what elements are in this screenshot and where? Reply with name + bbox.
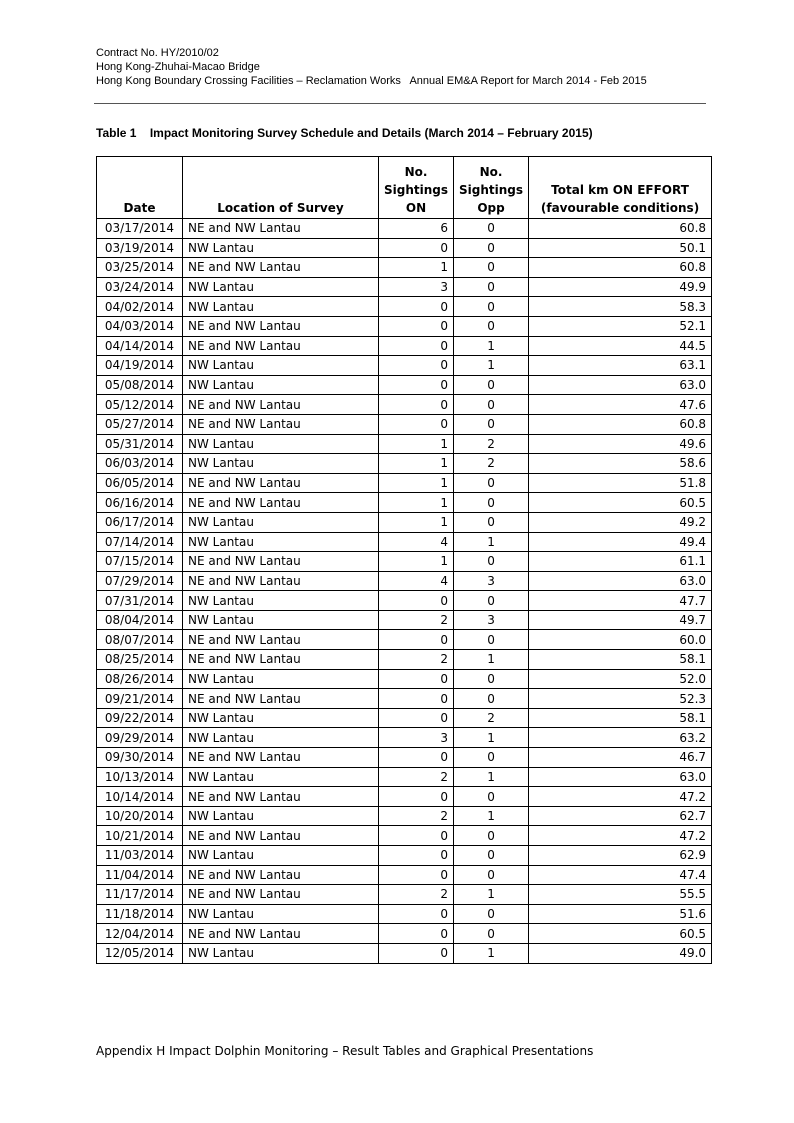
cell-location: NE and NW Lantau xyxy=(183,316,379,336)
report-title: Hong Kong Boundary Crossing Facilities – Reclamation Works Annual EM&A Report for March 2014 - Feb 2015 xyxy=(96,75,647,87)
cell-date: 07/15/2014 xyxy=(97,552,183,572)
cell-total-km: 60.0 xyxy=(529,630,712,650)
cell-sightings-opp: 1 xyxy=(454,943,529,963)
table-row xyxy=(97,846,712,866)
cell-location: NE and NW Lantau xyxy=(183,336,379,356)
table-caption xyxy=(96,126,593,140)
cell-total-km: 52.1 xyxy=(529,316,712,336)
cell-location: NW Lantau xyxy=(183,434,379,454)
table-row xyxy=(97,806,712,826)
cell-location: NW Lantau xyxy=(183,846,379,866)
table-row xyxy=(97,238,712,258)
cell-date: 06/03/2014 xyxy=(97,454,183,474)
cell-total-km: 46.7 xyxy=(529,748,712,768)
cell-date: 10/20/2014 xyxy=(97,806,183,826)
cell-date: 06/17/2014 xyxy=(97,512,183,532)
table-title: Impact Monitoring Survey Schedule and Details (March 2014 – February 2015) xyxy=(149,126,593,140)
cell-sightings-on: 0 xyxy=(379,395,454,415)
cell-sightings-opp: 0 xyxy=(454,846,529,866)
cell-total-km: 49.2 xyxy=(529,512,712,532)
cell-total-km: 60.8 xyxy=(529,414,712,434)
cell-sightings-opp: 1 xyxy=(454,532,529,552)
header-sightings-opp: No. Sightings Opp xyxy=(454,157,529,219)
cell-sightings-on: 1 xyxy=(379,258,454,278)
table-row xyxy=(97,826,712,846)
table-row xyxy=(97,356,712,376)
cell-sightings-opp: 1 xyxy=(454,336,529,356)
cell-total-km: 47.6 xyxy=(529,395,712,415)
cell-location: NW Lantau xyxy=(183,904,379,924)
table-header-row xyxy=(97,157,712,219)
cell-location: NE and NW Lantau xyxy=(183,650,379,670)
cell-sightings-opp: 1 xyxy=(454,885,529,905)
cell-location: NW Lantau xyxy=(183,806,379,826)
contract-number: Contract No. HY/2010/02 xyxy=(96,47,219,59)
cell-location: NW Lantau xyxy=(183,277,379,297)
cell-date: 08/25/2014 xyxy=(97,650,183,670)
cell-date: 11/18/2014 xyxy=(97,904,183,924)
cell-date: 08/04/2014 xyxy=(97,610,183,630)
cell-sightings-opp: 2 xyxy=(454,434,529,454)
cell-location: NE and NW Lantau xyxy=(183,630,379,650)
cell-date: 07/31/2014 xyxy=(97,591,183,611)
cell-date: 12/04/2014 xyxy=(97,924,183,944)
cell-sightings-on: 1 xyxy=(379,434,454,454)
cell-location: NW Lantau xyxy=(183,943,379,963)
cell-sightings-opp: 1 xyxy=(454,767,529,787)
cell-sightings-opp: 1 xyxy=(454,806,529,826)
cell-sightings-on: 1 xyxy=(379,512,454,532)
cell-sightings-opp: 0 xyxy=(454,473,529,493)
cell-total-km: 61.1 xyxy=(529,552,712,572)
cell-total-km: 58.3 xyxy=(529,297,712,317)
page-footer: Appendix H Impact Dolphin Monitoring – Result Tables and Graphical Presentations xyxy=(96,1044,594,1058)
table-row xyxy=(97,552,712,572)
cell-sightings-on: 0 xyxy=(379,689,454,709)
cell-total-km: 52.0 xyxy=(529,669,712,689)
cell-sightings-on: 4 xyxy=(379,571,454,591)
cell-sightings-on: 0 xyxy=(379,787,454,807)
cell-location: NW Lantau xyxy=(183,610,379,630)
cell-date: 11/03/2014 xyxy=(97,846,183,866)
cell-sightings-on: 0 xyxy=(379,708,454,728)
cell-sightings-on: 1 xyxy=(379,493,454,513)
cell-location: NE and NW Lantau xyxy=(183,493,379,513)
cell-date: 04/19/2014 xyxy=(97,356,183,376)
cell-total-km: 63.1 xyxy=(529,356,712,376)
cell-sightings-on: 0 xyxy=(379,238,454,258)
cell-date: 05/12/2014 xyxy=(97,395,183,415)
cell-sightings-on: 2 xyxy=(379,767,454,787)
cell-location: NE and NW Lantau xyxy=(183,258,379,278)
cell-location: NE and NW Lantau xyxy=(183,219,379,239)
cell-sightings-on: 4 xyxy=(379,532,454,552)
table-row xyxy=(97,591,712,611)
cell-sightings-on: 0 xyxy=(379,748,454,768)
cell-sightings-opp: 3 xyxy=(454,571,529,591)
survey-table xyxy=(96,156,712,964)
cell-sightings-opp: 0 xyxy=(454,238,529,258)
cell-total-km: 50.1 xyxy=(529,238,712,258)
table-row xyxy=(97,748,712,768)
cell-location: NE and NW Lantau xyxy=(183,571,379,591)
table-number: Table 1 xyxy=(96,126,137,140)
cell-sightings-on: 0 xyxy=(379,904,454,924)
cell-location: NW Lantau xyxy=(183,708,379,728)
cell-sightings-opp: 0 xyxy=(454,316,529,336)
cell-sightings-opp: 0 xyxy=(454,669,529,689)
cell-sightings-opp: 0 xyxy=(454,689,529,709)
table-row xyxy=(97,610,712,630)
cell-total-km: 60.5 xyxy=(529,493,712,513)
cell-sightings-opp: 1 xyxy=(454,650,529,670)
table-row xyxy=(97,434,712,454)
cell-location: NE and NW Lantau xyxy=(183,748,379,768)
table-row xyxy=(97,395,712,415)
cell-location: NW Lantau xyxy=(183,767,379,787)
cell-total-km: 62.9 xyxy=(529,846,712,866)
cell-sightings-on: 0 xyxy=(379,336,454,356)
cell-sightings-on: 0 xyxy=(379,356,454,376)
table-row xyxy=(97,532,712,552)
cell-sightings-opp: 1 xyxy=(454,356,529,376)
cell-location: NW Lantau xyxy=(183,512,379,532)
cell-sightings-on: 0 xyxy=(379,414,454,434)
cell-total-km: 60.8 xyxy=(529,258,712,278)
cell-date: 04/03/2014 xyxy=(97,316,183,336)
cell-location: NE and NW Lantau xyxy=(183,826,379,846)
cell-total-km: 60.5 xyxy=(529,924,712,944)
cell-sightings-opp: 0 xyxy=(454,552,529,572)
cell-sightings-opp: 2 xyxy=(454,708,529,728)
cell-sightings-opp: 2 xyxy=(454,454,529,474)
cell-sightings-on: 0 xyxy=(379,865,454,885)
cell-sightings-opp: 0 xyxy=(454,904,529,924)
cell-sightings-opp: 0 xyxy=(454,924,529,944)
cell-date: 05/31/2014 xyxy=(97,434,183,454)
cell-location: NW Lantau xyxy=(183,669,379,689)
cell-sightings-opp: 1 xyxy=(454,728,529,748)
table-row xyxy=(97,493,712,513)
cell-location: NW Lantau xyxy=(183,297,379,317)
cell-sightings-on: 0 xyxy=(379,943,454,963)
cell-location: NE and NW Lantau xyxy=(183,552,379,572)
cell-date: 09/30/2014 xyxy=(97,748,183,768)
header-sightings-on: No. Sightings ON xyxy=(379,157,454,219)
table-row xyxy=(97,669,712,689)
cell-date: 08/26/2014 xyxy=(97,669,183,689)
cell-total-km: 58.1 xyxy=(529,650,712,670)
cell-sightings-opp: 0 xyxy=(454,375,529,395)
cell-sightings-opp: 0 xyxy=(454,748,529,768)
table-row xyxy=(97,865,712,885)
cell-sightings-on: 2 xyxy=(379,885,454,905)
cell-total-km: 44.5 xyxy=(529,336,712,356)
table-row xyxy=(97,885,712,905)
cell-sightings-on: 0 xyxy=(379,630,454,650)
cell-total-km: 49.0 xyxy=(529,943,712,963)
cell-total-km: 63.0 xyxy=(529,767,712,787)
cell-location: NW Lantau xyxy=(183,454,379,474)
cell-sightings-opp: 0 xyxy=(454,826,529,846)
cell-sightings-on: 6 xyxy=(379,219,454,239)
table-row xyxy=(97,943,712,963)
table-row xyxy=(97,316,712,336)
cell-date: 03/24/2014 xyxy=(97,277,183,297)
table-row xyxy=(97,767,712,787)
cell-date: 03/17/2014 xyxy=(97,219,183,239)
cell-location: NE and NW Lantau xyxy=(183,395,379,415)
table-row xyxy=(97,277,712,297)
cell-location: NE and NW Lantau xyxy=(183,787,379,807)
cell-sightings-opp: 0 xyxy=(454,512,529,532)
table-row xyxy=(97,414,712,434)
cell-sightings-opp: 0 xyxy=(454,277,529,297)
table-row xyxy=(97,630,712,650)
cell-sightings-on: 0 xyxy=(379,591,454,611)
table-row xyxy=(97,650,712,670)
cell-sightings-on: 0 xyxy=(379,297,454,317)
cell-sightings-on: 3 xyxy=(379,277,454,297)
cell-date: 10/21/2014 xyxy=(97,826,183,846)
table-row xyxy=(97,297,712,317)
page-header xyxy=(96,46,647,88)
cell-sightings-on: 2 xyxy=(379,806,454,826)
cell-sightings-on: 1 xyxy=(379,552,454,572)
table-row xyxy=(97,571,712,591)
cell-total-km: 47.2 xyxy=(529,826,712,846)
cell-date: 09/22/2014 xyxy=(97,708,183,728)
cell-total-km: 49.9 xyxy=(529,277,712,297)
cell-total-km: 62.7 xyxy=(529,806,712,826)
cell-location: NW Lantau xyxy=(183,532,379,552)
cell-sightings-on: 2 xyxy=(379,650,454,670)
cell-date: 10/14/2014 xyxy=(97,787,183,807)
cell-total-km: 63.0 xyxy=(529,375,712,395)
cell-sightings-opp: 0 xyxy=(454,787,529,807)
cell-sightings-opp: 0 xyxy=(454,493,529,513)
table-row xyxy=(97,454,712,474)
cell-date: 04/14/2014 xyxy=(97,336,183,356)
cell-location: NW Lantau xyxy=(183,728,379,748)
cell-date: 08/07/2014 xyxy=(97,630,183,650)
table-row xyxy=(97,924,712,944)
cell-date: 05/27/2014 xyxy=(97,414,183,434)
cell-sightings-opp: 0 xyxy=(454,219,529,239)
table-row xyxy=(97,787,712,807)
cell-date: 03/25/2014 xyxy=(97,258,183,278)
cell-date: 06/05/2014 xyxy=(97,473,183,493)
cell-date: 03/19/2014 xyxy=(97,238,183,258)
cell-date: 04/02/2014 xyxy=(97,297,183,317)
table-row xyxy=(97,904,712,924)
cell-total-km: 58.1 xyxy=(529,708,712,728)
cell-location: NW Lantau xyxy=(183,356,379,376)
table-row xyxy=(97,512,712,532)
cell-sightings-opp: 0 xyxy=(454,591,529,611)
table-row xyxy=(97,219,712,239)
cell-date: 07/14/2014 xyxy=(97,532,183,552)
cell-date: 11/17/2014 xyxy=(97,885,183,905)
cell-sightings-opp: 0 xyxy=(454,395,529,415)
header-location: Location of Survey xyxy=(183,157,379,219)
cell-sightings-opp: 0 xyxy=(454,865,529,885)
cell-total-km: 47.4 xyxy=(529,865,712,885)
table-row xyxy=(97,728,712,748)
cell-sightings-on: 2 xyxy=(379,610,454,630)
cell-sightings-on: 0 xyxy=(379,846,454,866)
cell-location: NW Lantau xyxy=(183,375,379,395)
cell-location: NE and NW Lantau xyxy=(183,924,379,944)
table-row xyxy=(97,708,712,728)
cell-sightings-on: 0 xyxy=(379,316,454,336)
cell-total-km: 63.0 xyxy=(529,571,712,591)
cell-total-km: 49.7 xyxy=(529,610,712,630)
cell-total-km: 49.4 xyxy=(529,532,712,552)
cell-location: NW Lantau xyxy=(183,591,379,611)
cell-date: 09/29/2014 xyxy=(97,728,183,748)
cell-date: 12/05/2014 xyxy=(97,943,183,963)
cell-sightings-opp: 0 xyxy=(454,414,529,434)
header-total-km: Total km ON EFFORT (favourable conditions) xyxy=(529,157,712,219)
cell-sightings-on: 1 xyxy=(379,473,454,493)
header-date: Date xyxy=(97,157,183,219)
table-row xyxy=(97,689,712,709)
table-row xyxy=(97,258,712,278)
cell-total-km: 52.3 xyxy=(529,689,712,709)
cell-total-km: 51.6 xyxy=(529,904,712,924)
cell-date: 10/13/2014 xyxy=(97,767,183,787)
cell-location: NW Lantau xyxy=(183,238,379,258)
cell-date: 05/08/2014 xyxy=(97,375,183,395)
cell-total-km: 55.5 xyxy=(529,885,712,905)
cell-location: NE and NW Lantau xyxy=(183,865,379,885)
header-divider xyxy=(94,103,706,104)
cell-total-km: 49.6 xyxy=(529,434,712,454)
cell-sightings-on: 0 xyxy=(379,924,454,944)
cell-date: 11/04/2014 xyxy=(97,865,183,885)
cell-sightings-on: 3 xyxy=(379,728,454,748)
cell-total-km: 60.8 xyxy=(529,219,712,239)
cell-total-km: 51.8 xyxy=(529,473,712,493)
cell-location: NE and NW Lantau xyxy=(183,885,379,905)
table-row xyxy=(97,336,712,356)
cell-total-km: 63.2 xyxy=(529,728,712,748)
cell-total-km: 47.7 xyxy=(529,591,712,611)
cell-sightings-on: 1 xyxy=(379,454,454,474)
cell-total-km: 58.6 xyxy=(529,454,712,474)
cell-sightings-opp: 3 xyxy=(454,610,529,630)
cell-sightings-on: 0 xyxy=(379,375,454,395)
cell-location: NE and NW Lantau xyxy=(183,473,379,493)
project-name: Hong Kong-Zhuhai-Macao Bridge xyxy=(96,61,260,73)
cell-sightings-on: 0 xyxy=(379,669,454,689)
cell-date: 06/16/2014 xyxy=(97,493,183,513)
cell-date: 09/21/2014 xyxy=(97,689,183,709)
cell-sightings-on: 0 xyxy=(379,826,454,846)
cell-sightings-opp: 0 xyxy=(454,297,529,317)
cell-date: 07/29/2014 xyxy=(97,571,183,591)
cell-sightings-opp: 0 xyxy=(454,258,529,278)
cell-total-km: 47.2 xyxy=(529,787,712,807)
cell-sightings-opp: 0 xyxy=(454,630,529,650)
table-row xyxy=(97,473,712,493)
table-row xyxy=(97,375,712,395)
cell-location: NE and NW Lantau xyxy=(183,689,379,709)
cell-location: NE and NW Lantau xyxy=(183,414,379,434)
